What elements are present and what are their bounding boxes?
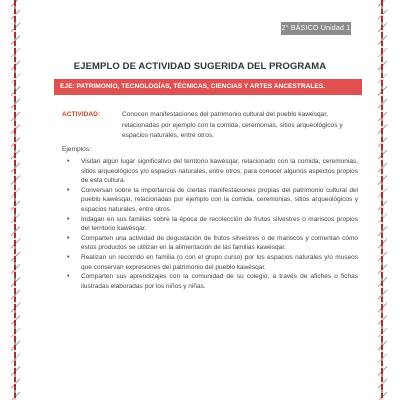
activity-text: Conocen manifestaciones del patrimonio cultural del pueblo kawésqar, relacionadas por ejemplo con la comida, ceremonias, sitios arqueológicos y espacios naturales, entre otros.: [122, 111, 343, 139]
bullet-icon: •: [67, 253, 70, 261]
bullet-icon: •: [67, 158, 70, 165]
list-item: [64, 272, 358, 291]
list-item: [64, 234, 358, 253]
bullet-icon: •: [67, 186, 70, 194]
list-item: [64, 186, 358, 215]
list-item-text: Visitan algún lugar significativo del territorio kawésqar, relacionado con la comida, ceremonias, sitios arqueológicos y/o espacios naturales, entre otros, para conocer algunos aspectos propios de esta cultura.: [81, 158, 358, 185]
activity-label: ACTIVIDAD:: [62, 111, 101, 118]
decorative-border-right: [378, 0, 387, 400]
page-title: EJEMPLO DE ACTIVIDAD SUGERIDA DEL PROGRAMA: [73, 61, 327, 72]
list-item-text: Realizan un recorrido en familia (o con el grupo curso) por los espacios naturales y/o museos que conservan expresiones del patrimonio del pueblo kawésqar.: [81, 253, 358, 271]
border-line: [14, 0, 16, 400]
list-item-text: Conversan sobre la importancia de ciertas manifestaciones propias del patrimonio cultural del pueblo kawésqar, relacionadas por ejemplo con la comida, ceremonias, sitios arqueológicos y espacios naturales, entre otros.: [81, 186, 358, 213]
decorative-border-left: [11, 0, 20, 400]
list-item-text: Comparten una actividad de degustación de frutos silvestres o de mariscos y comentan cómo estos productos se utilizan en la alimentación de las familias kawésqar.: [81, 234, 358, 252]
list-item: [64, 215, 358, 234]
list-item: [64, 157, 358, 186]
grade-unit-badge: 2° BÁSICO Unidad 1: [281, 22, 351, 35]
eje-banner: EJE: PATRIMONIO, TECNOLOGÍAS, TÉCNICAS, CIENCIAS Y ARTES ANCESTRALES.: [54, 79, 362, 95]
bullet-icon: •: [67, 215, 70, 223]
examples-list: [64, 157, 358, 291]
list-item: [64, 253, 358, 272]
bullet-icon: •: [67, 234, 70, 242]
list-item-text: Comparten sus aprendizajes con la comunidad de su colegio, a través de afiches o fichas ilustradas elaboradas por los niños y niñas.: [81, 273, 358, 290]
examples-label: Ejemplos:: [62, 146, 91, 153]
border-line: [381, 0, 383, 400]
bullet-icon: •: [67, 273, 70, 281]
list-item-text: Indagan en sus familias sobre la época de recolección de frutos silvestres o mariscos propios del territorio kawésqar.: [81, 215, 358, 233]
